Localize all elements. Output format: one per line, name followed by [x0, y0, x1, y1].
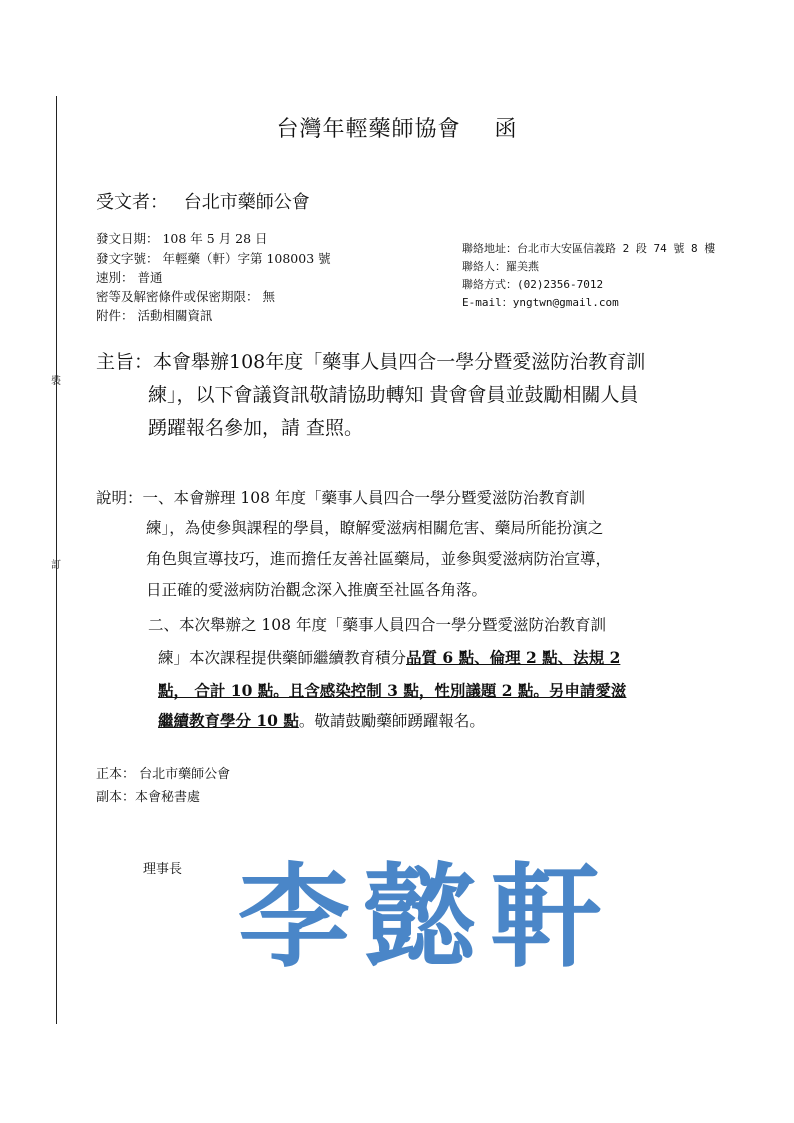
subject-line-1: 主旨：本會舉辦108年度「藥事人員四合一學分暨愛滋防治教育訓 — [96, 351, 646, 373]
subject-block — [96, 346, 645, 445]
recipient-line — [96, 188, 310, 214]
speed-class: 速別： 普通 — [96, 270, 163, 285]
description-item2-line4 — [158, 706, 485, 736]
org-name: 台灣年輕藥師協會 — [276, 117, 461, 142]
secrecy-class: 密等及解密條件或保密期限： 無 — [96, 289, 275, 304]
description-item2-line3: 點， 合計 10 點。且含感染控制 3 點，性別議題 2 點。另申請愛滋 — [158, 681, 627, 700]
subject-line-2: 練」，以下會議資訊敬請協助轉知 貴會會員並鼓勵相關人員 — [148, 384, 639, 406]
attachments: 附件： 活動相關資訊 — [96, 308, 213, 323]
description-item1-line3: 角色與宣導技巧，進而擔任友善社區藥局，並參與愛滋病防治宣導， — [146, 550, 612, 568]
chairman-title: 理事長 — [143, 862, 183, 877]
description-item1-line2: 練」，為使參與課程的學員，瞭解愛滋病相關危害、藥局所能扮演之 — [146, 519, 604, 537]
contact-person: 聯絡人：羅美燕 — [462, 260, 539, 273]
copy-recipient: 副本：本會秘書處 — [96, 790, 201, 805]
description-item2-line1: 二、本次舉辦之 108 年度「藥事人員四合一學分暨愛滋防治教育訓 — [148, 616, 606, 634]
issue-date: 發文日期： 108 年 5 月 28 日 — [96, 231, 268, 246]
item2-line4-plain: 。敬請鼓勵藥師踴躍報名。 — [298, 712, 485, 730]
binding-mark-zhuang: 裝 — [51, 376, 61, 387]
item2-line4-bold: 繼續教育學分 10 點 — [158, 711, 299, 730]
description-item2-line2 — [158, 643, 620, 673]
doc-type: 函 — [494, 117, 518, 142]
chairman-signature-seal — [232, 838, 622, 978]
subject-line-3: 踴躍報名參加，請 查照。 — [148, 417, 364, 439]
svg-text:李懿軒: 李懿軒 — [238, 852, 616, 978]
contact-phone: 聯絡方式：(02)2356-7012 — [462, 278, 604, 291]
recipient-label: 受文者： — [96, 192, 168, 213]
contact-address: 聯絡地址：台北市大安區信義路 2 段 74 號 8 樓 — [462, 242, 716, 255]
item2-line2-plain: 練」本次課程提供藥師繼續教育積分 — [158, 649, 407, 667]
recipient-name: 台北市藥師公會 — [183, 192, 310, 213]
description-item1-line4: 日正確的愛滋病防治觀念深入推廣至社區各角落。 — [146, 581, 488, 599]
binding-mark-ding: 訂 — [51, 560, 61, 571]
original-recipient: 正本： 台北市藥師公會 — [96, 767, 231, 782]
document-title — [0, 112, 794, 143]
issue-number: 發文字號： 年輕藥（軒）字第 108003 號 — [96, 251, 331, 266]
item2-line2-bold: 品質 6 點、倫理 2 點、法規 2 — [406, 648, 621, 667]
description-item1-line1: 說明：一、本會辦理 108 年度「藥事人員四合一學分暨愛滋防治教育訓 — [96, 489, 585, 507]
contact-email: E-mail：yngtwn@gmail.com — [462, 296, 619, 309]
